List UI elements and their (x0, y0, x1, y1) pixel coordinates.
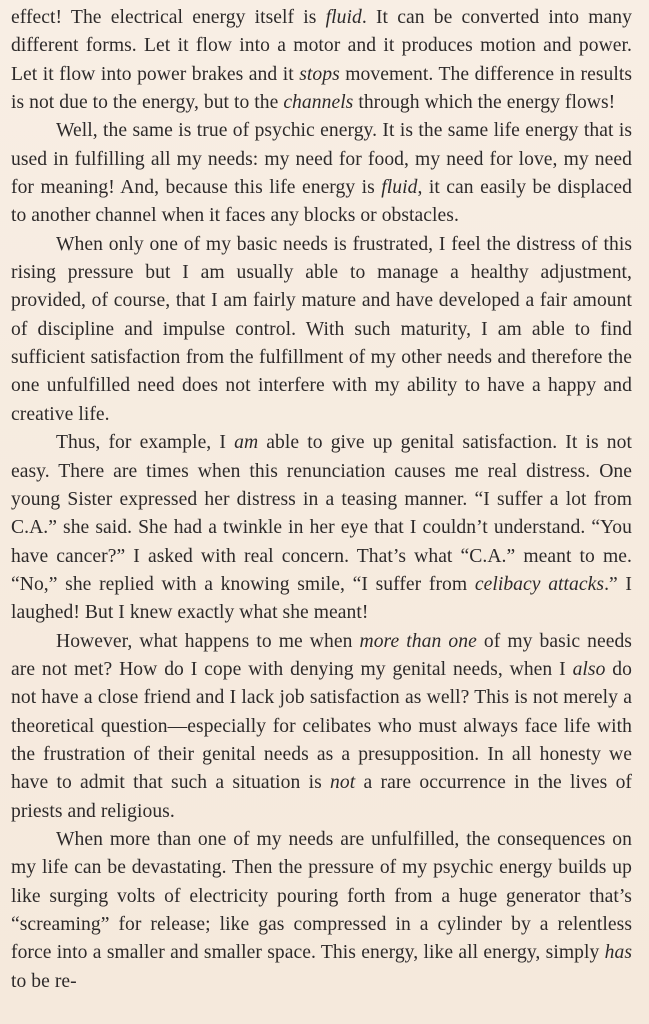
italic-text-segment: stops (299, 63, 340, 85)
italic-text-segment: more than one (359, 630, 477, 652)
paragraph-6 (11, 826, 632, 996)
text-segment: When only one of my basic needs is frustrated, I feel the distress of this rising pressure but I am usually able to manage a healthy adjustment, provided, of course, that I am fairly mature and have developed a fair amount of discipline and impulse control. With such maturity, I am able to find sufficient satisfaction from the fulfillment of my other needs and therefore the one unfulfilled need does not interfere with my ability to have a happy and creative life. (11, 233, 632, 425)
italic-text-segment: channels (283, 92, 354, 114)
text-segment: Well, the same is true of psychic energy. It is the same life energy that is used in fulfilling all my needs: my need for food, my need for love, my need for meaning! And, because this life energy is (11, 120, 632, 199)
paragraph-1 (11, 4, 632, 117)
text-segment: effect! The electrical energy itself is (11, 7, 326, 28)
text-segment: movement. The difference in results is not due to the energy, but to the (11, 63, 632, 114)
italic-text-segment: has (604, 942, 632, 964)
text-segment: able to give up genital satisfaction. It is not easy. There are times when this renunciation causes me real distress. One young Sister expressed her distress in a teasing manner. “I suffer a lot from C.A.” she said. She had a twinkle in her eye that I couldn’t understand. “You have cancer?” I asked with real concern. That’s what “C.A.” meant to me. “No,” she replied with a knowing smile, “I suffer from (11, 432, 632, 595)
italic-text-segment: fluid (325, 7, 362, 28)
text-segment: , it can easily be displaced to another channel when it faces any blocks or obstacles. (11, 177, 632, 227)
paragraph-4 (11, 429, 632, 627)
italic-text-segment: celibacy attacks (474, 573, 605, 595)
paragraph-5 (11, 628, 632, 826)
text-segment: However, what happens to me when (56, 630, 360, 652)
italic-text-segment: am (234, 432, 259, 454)
text-segment: Thus, for example, I (56, 432, 235, 454)
text-segment: When more than one of my needs are unfulfilled, the consequences on my life can be devastating. Then the pressure of my psychic energy builds up like surging volts of electricity pouring forth from a huge generator that’s “screaming” for release; like gas compressed in a cylinder by a relentless force into a smaller and smaller space. This energy, like all energy, simply (11, 828, 632, 964)
italic-text-segment: also (572, 658, 606, 680)
italic-text-segment: fluid (381, 177, 418, 199)
text-segment: .” I laughed! But I knew exactly what she meant! (11, 573, 633, 624)
text-segment: a rare occurrence in the lives of priests and religious. (11, 772, 632, 822)
text-segment: to be re- (11, 970, 77, 992)
italic-text-segment: not (330, 772, 356, 794)
text-segment: do not have a close friend and I lack job satisfaction as well? This is not merely a theoretical question—especially for celibates who must always face life with the frustration of their genital needs as a presupposition. In all honesty we have to admit that such a situation is (11, 658, 632, 794)
paragraph-2 (11, 117, 632, 230)
text-segment: of my basic needs are not met? How do I cope with denying my genital needs, when I (11, 630, 632, 680)
text-segment: . It can be converted into many different forms. Let it flow into a motor and it produces motion and power. Let it flow into power brakes and it (11, 7, 632, 85)
text-segment: through which the energy flows! (353, 92, 616, 114)
paragraph-3 (11, 231, 632, 429)
